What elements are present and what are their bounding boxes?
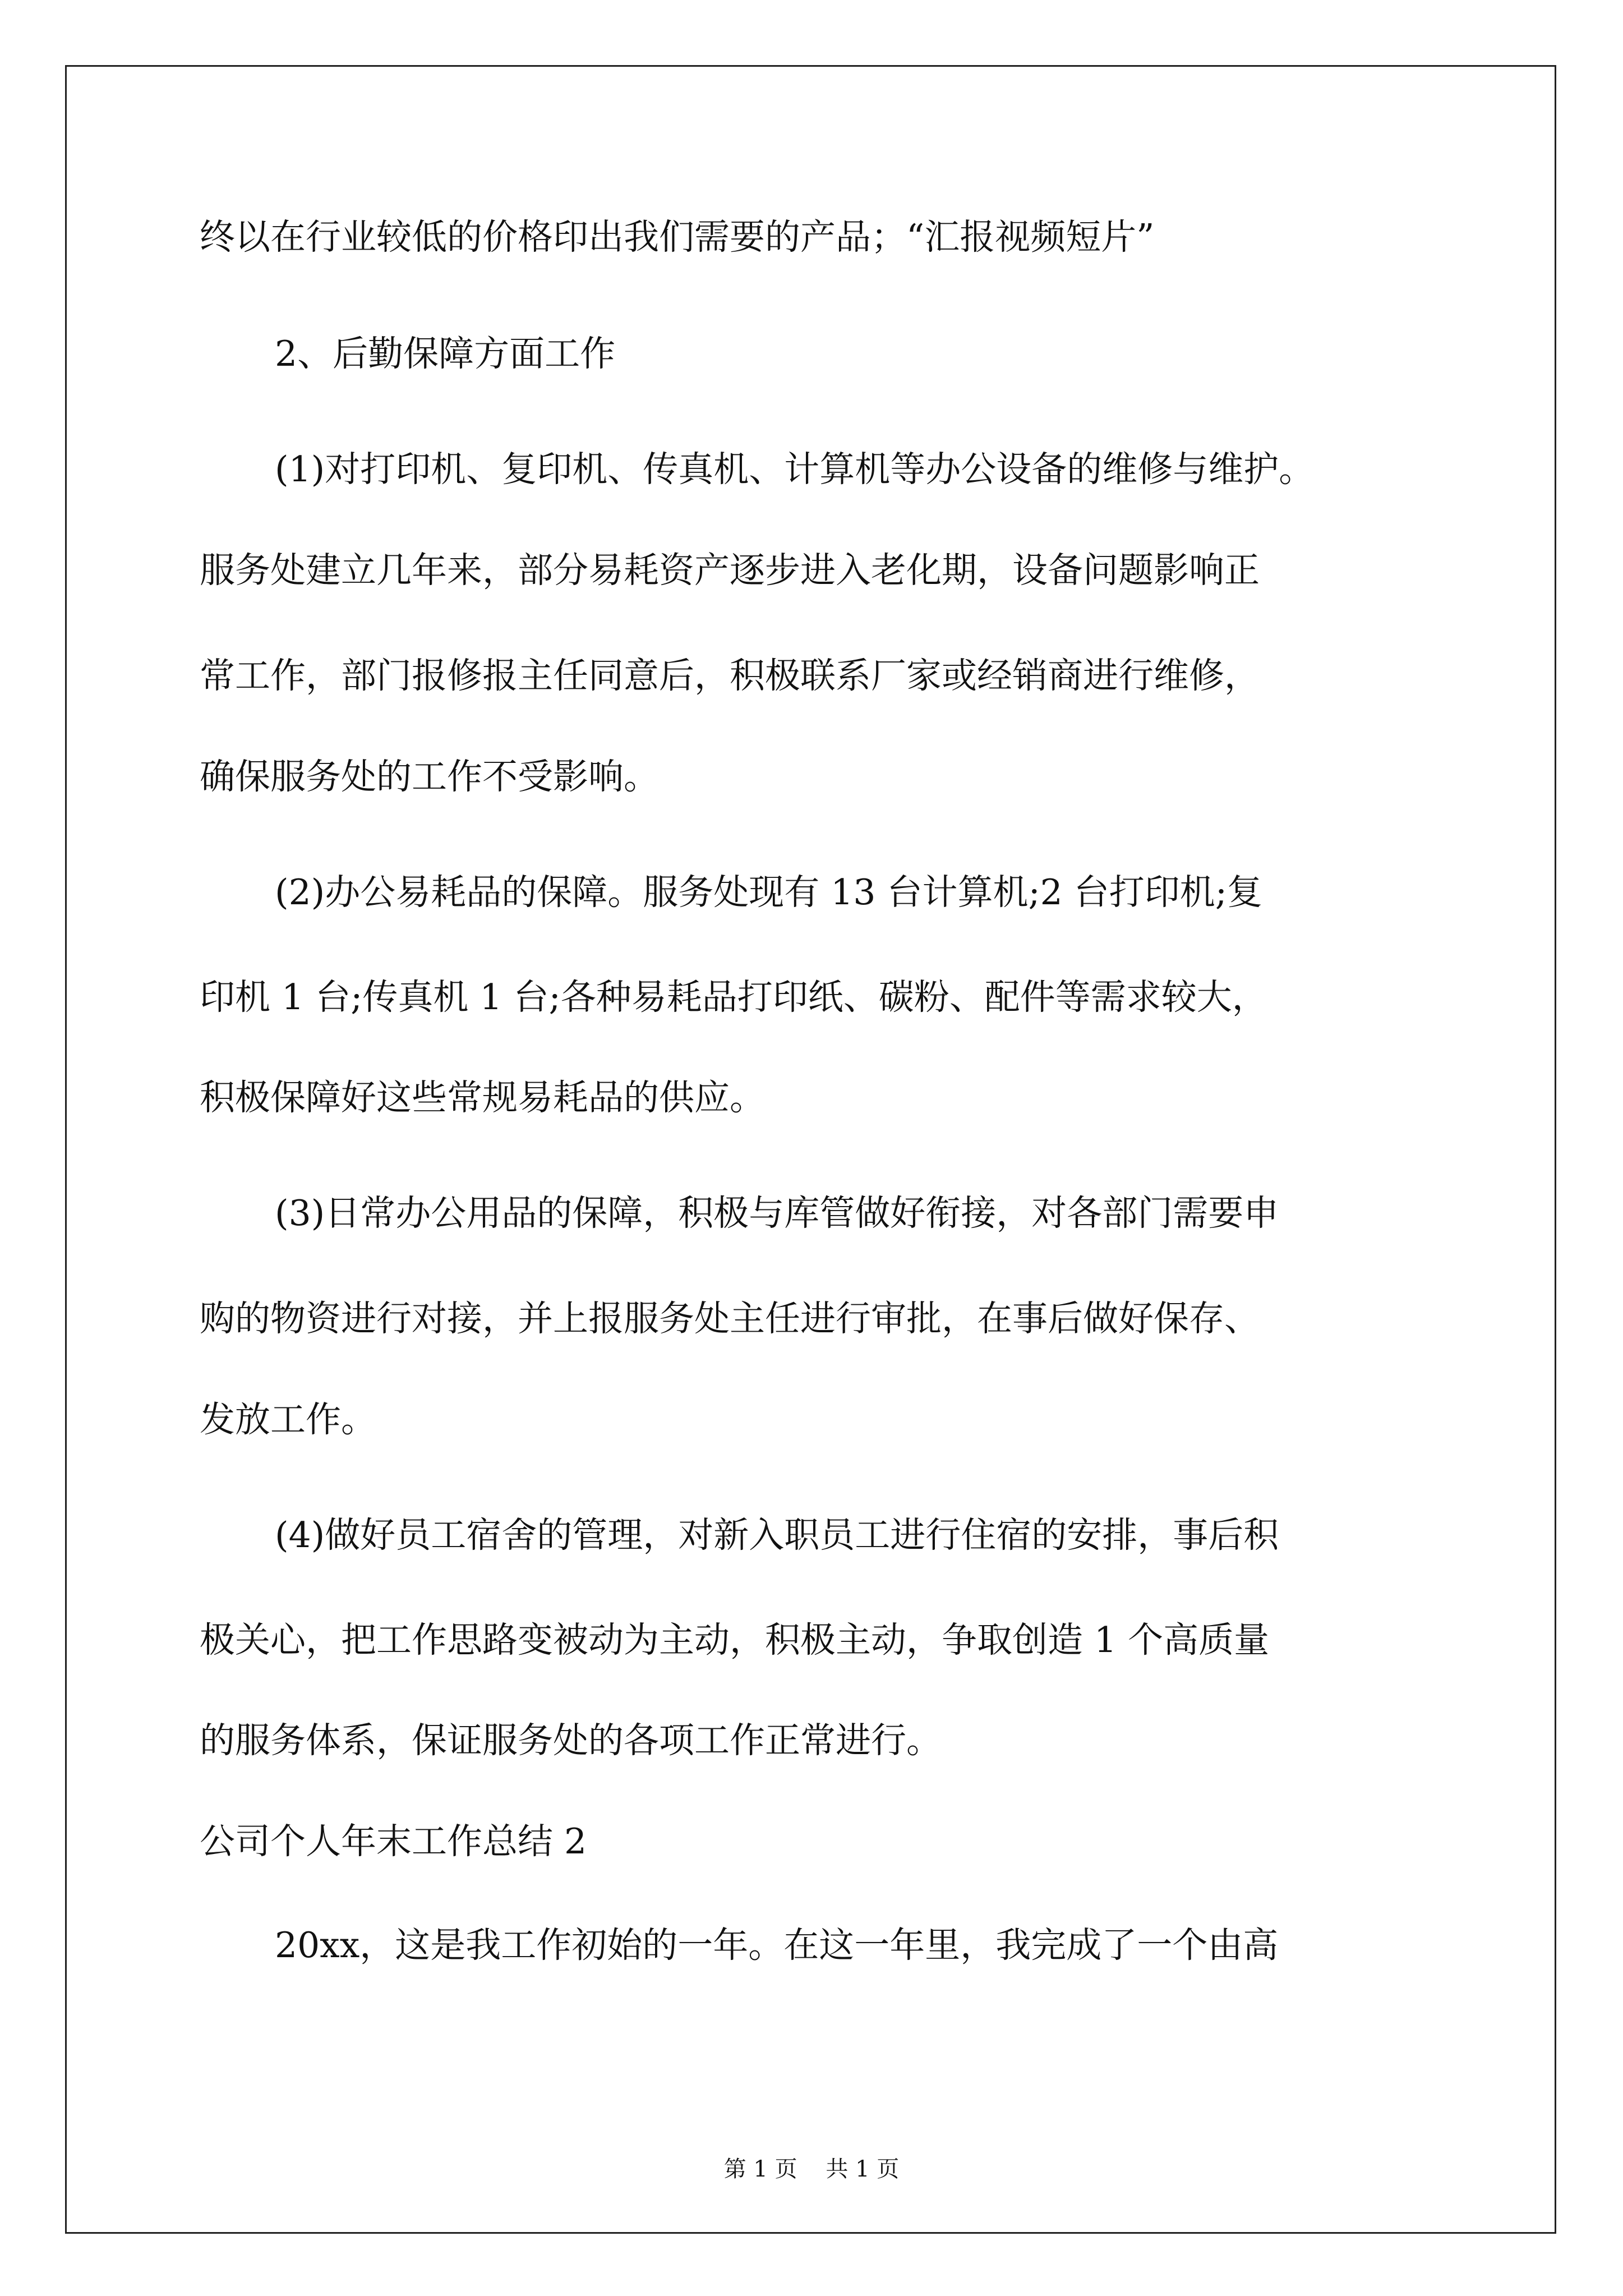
paragraph-line: 终以在行业较低的价格印出我们需要的产品；“汇报视频短片” (200, 217, 1155, 257)
paragraph-line: (4)做好员工宿舍的管理，对新入职员工进行住宿的安排，事后积 (275, 1515, 1279, 1556)
paragraph-line: (1)对打印机、复印机、传真机、计算机等办公设备的维修与维护。 (275, 449, 1315, 490)
paragraph-line: 20xx，这是我工作初始的一年。在这一年里，我完成了一个由高 (275, 1925, 1279, 1966)
paragraph-line: 发放工作。 (200, 1399, 376, 1440)
paragraph-line: 的服务体系，保证服务处的各项工作正常进行。 (200, 1720, 942, 1761)
paragraph-line: 极关心，把工作思路变被动为主动，积极主动，争取创造 1 个高质量 (200, 1619, 1270, 1660)
paragraph-line: 印机 1 台;传真机 1 台;各种易耗品打印纸、碳粉、配件等需求较大， (200, 977, 1267, 1018)
paragraph-line: (3)日常办公用品的保障，积极与库管做好衔接，对各部门需要申 (275, 1193, 1279, 1234)
paragraph-line: 服务处建立几年来，部分易耗资产逐步进入老化期，设备问题影响正 (200, 550, 1260, 591)
paragraph-line: 购的物资进行对接，并上报服务处主任进行审批，在事后做好保存、 (200, 1298, 1260, 1339)
section-title: 公司个人年末工作总结 2 (200, 1821, 587, 1862)
section-heading: 2、后勤保障方面工作 (275, 333, 616, 374)
paragraph-line: 常工作，部门报修报主任同意后，积极联系厂家或经销商进行维修， (200, 655, 1260, 696)
page-number-footer: 第 1 页 共 1 页 (723, 2156, 900, 2182)
page-border (65, 65, 1556, 2234)
paragraph-line: 积极保障好这些常规易耗品的供应。 (200, 1077, 765, 1118)
paragraph-line: 确保服务处的工作不受影响。 (200, 756, 659, 797)
paragraph-line: (2)办公易耗品的保障。服务处现有 13 台计算机;2 台打印机;复 (275, 872, 1263, 913)
